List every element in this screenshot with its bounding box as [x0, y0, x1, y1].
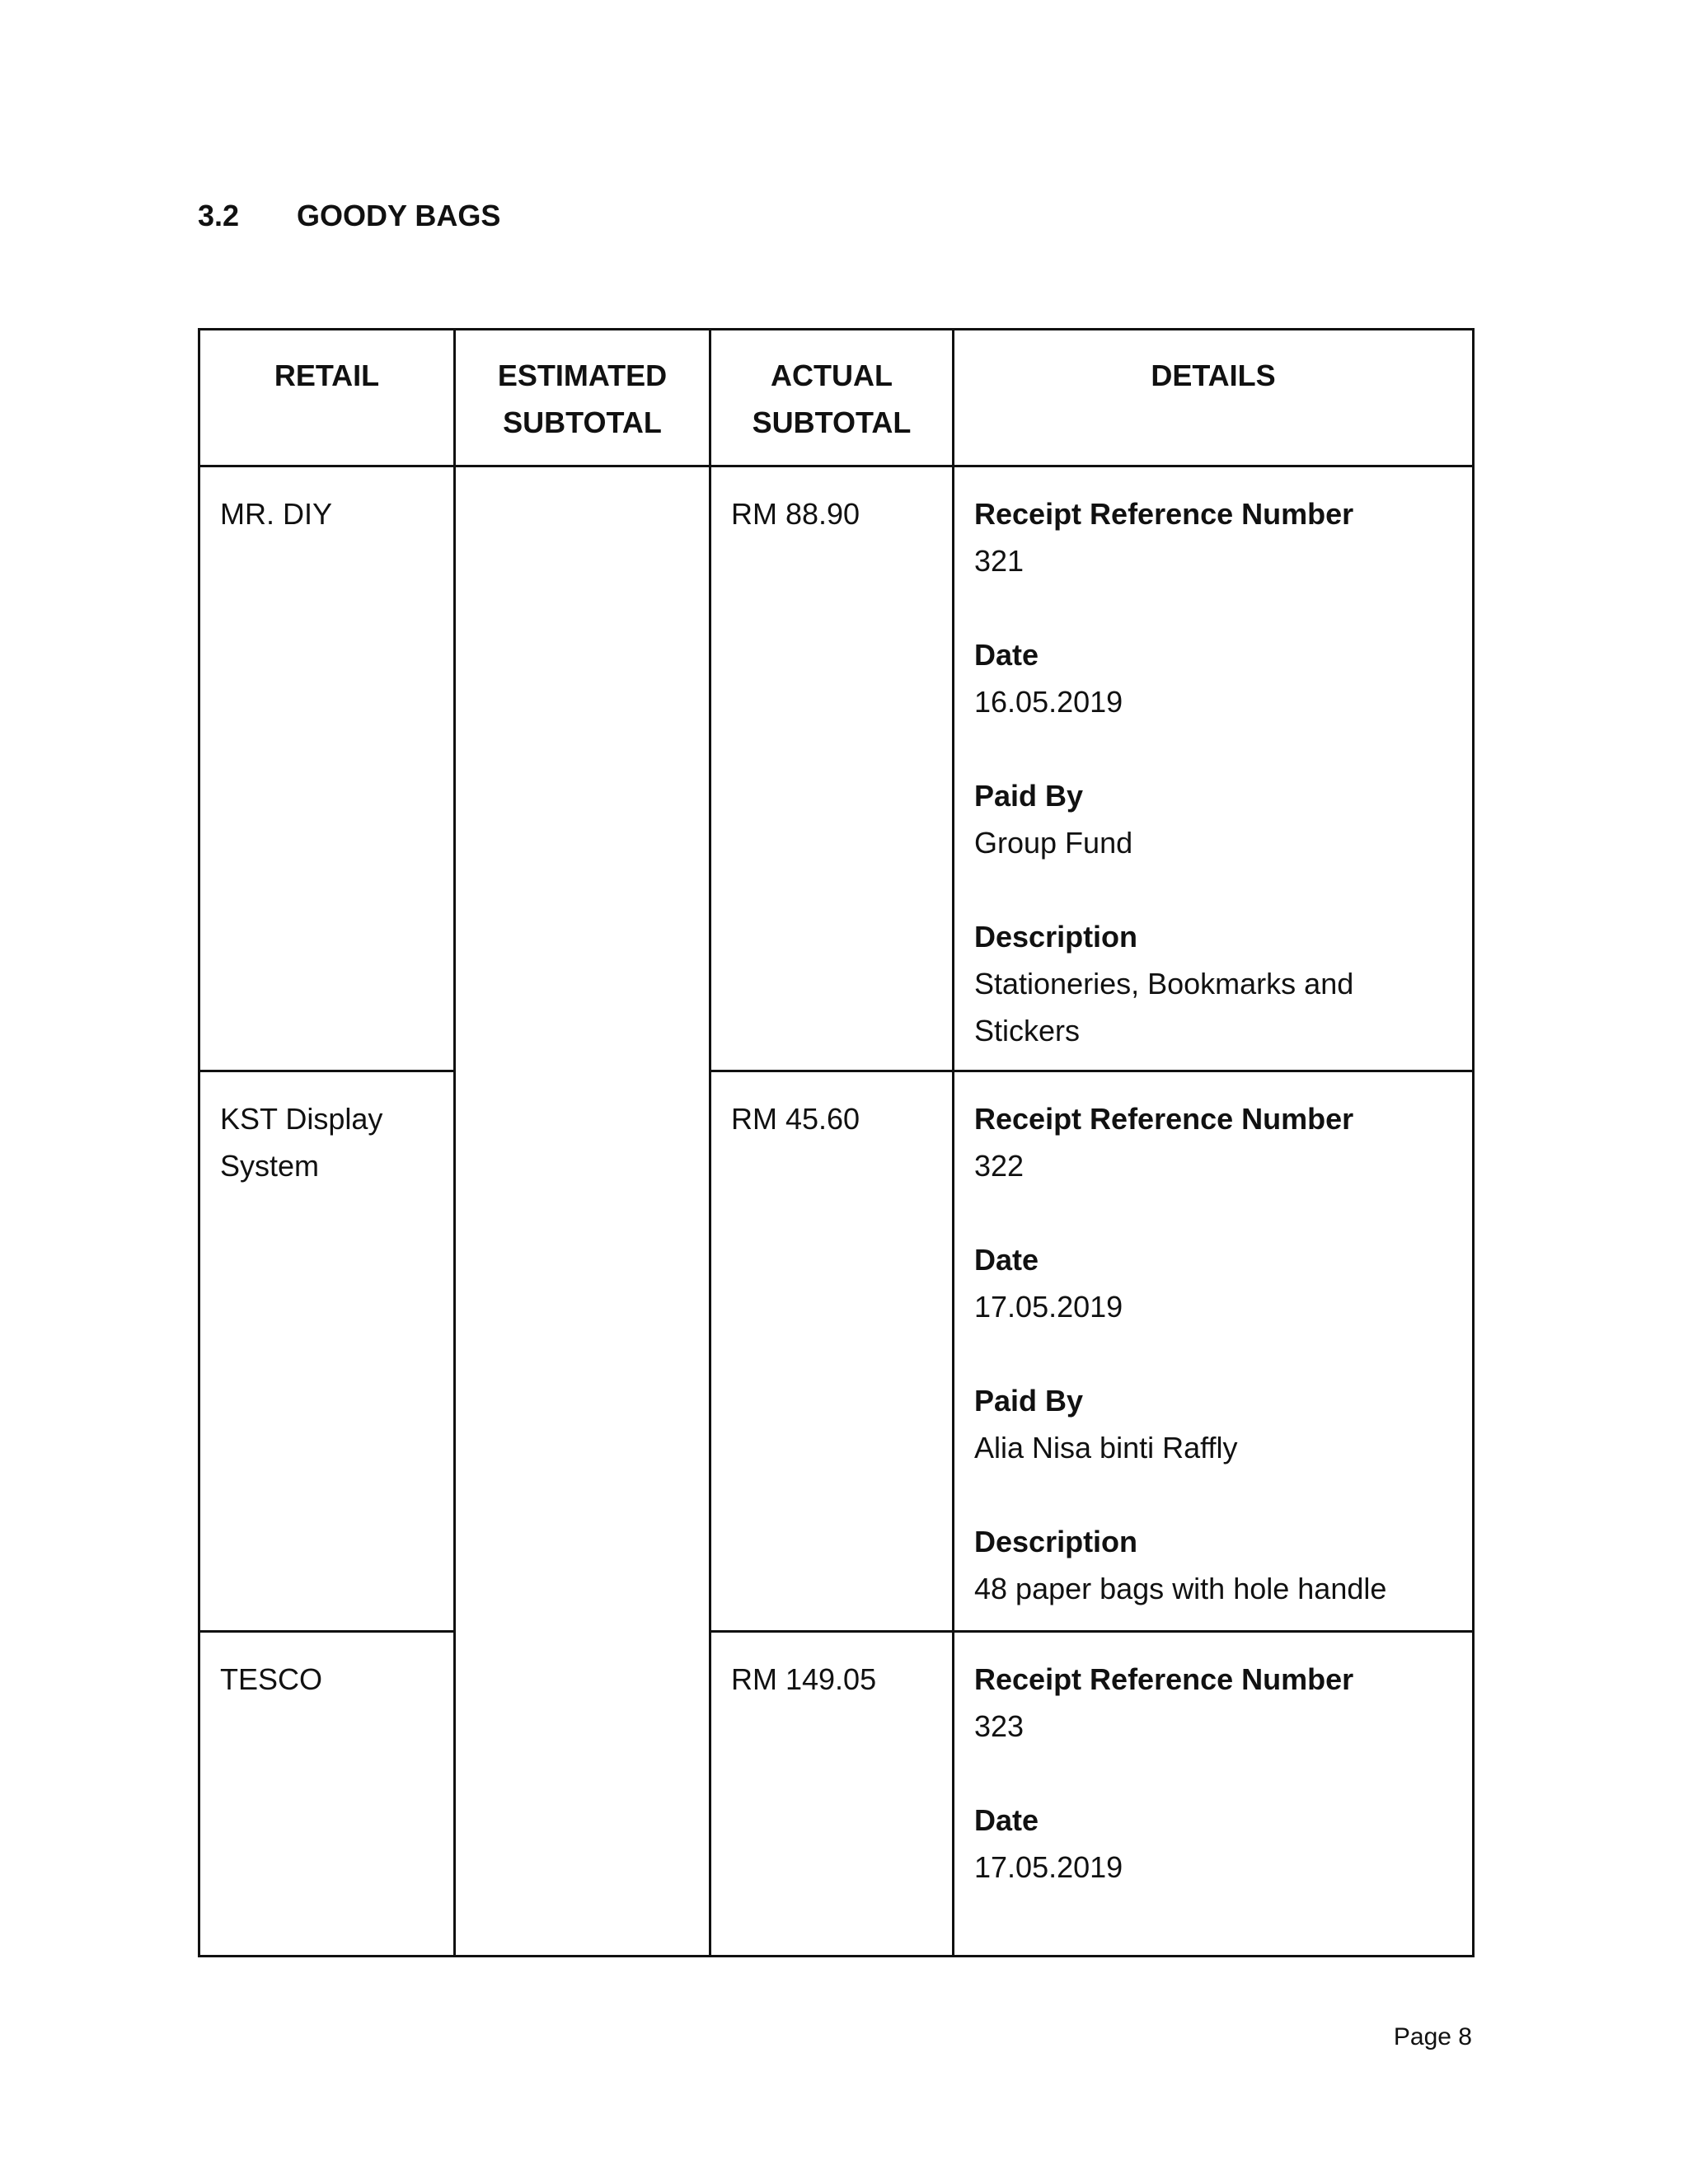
receipt-label: Receipt Reference Number	[974, 1102, 1354, 1136]
description-group	[974, 1518, 1452, 1612]
table-row	[199, 1632, 1474, 1957]
receipt-value: 322	[974, 1149, 1025, 1183]
paid-by-value: Group Fund	[974, 826, 1133, 860]
date-group	[974, 1236, 1452, 1330]
description-label: Description	[974, 1525, 1138, 1558]
date-group	[974, 631, 1452, 725]
paid-by-value: Alia Nisa binti Raffly	[974, 1431, 1238, 1465]
date-group	[974, 1797, 1452, 1891]
date-value: 17.05.2019	[974, 1290, 1123, 1324]
retail-cell: KST Display System	[199, 1071, 455, 1632]
paid-by-group	[974, 1377, 1452, 1471]
description-group	[974, 913, 1452, 1054]
header-details: DETAILS	[954, 330, 1474, 466]
description-label: Description	[974, 920, 1138, 954]
header-actual-subtotal: ACTUAL SUBTOTAL	[710, 330, 954, 466]
section-heading	[198, 196, 500, 236]
actual-subtotal-cell: RM 88.90	[710, 466, 954, 1071]
date-value: 16.05.2019	[974, 685, 1123, 719]
section-title: GOODY BAGS	[297, 199, 501, 232]
details-cell	[954, 466, 1474, 1071]
description-value: Stationeries, Bookmarks and Stickers	[974, 967, 1354, 1047]
receipt-value: 321	[974, 544, 1025, 578]
receipt-label: Receipt Reference Number	[974, 497, 1354, 531]
paid-by-label: Paid By	[974, 779, 1084, 813]
details-cell	[954, 1071, 1474, 1632]
header-estimated-subtotal: ESTIMATED SUBTOTAL	[455, 330, 710, 466]
estimated-subtotal-cell	[455, 466, 710, 1957]
goody-bags-table	[198, 328, 1475, 1957]
paid-by-label: Paid By	[974, 1384, 1084, 1418]
details-cell	[954, 1632, 1474, 1957]
actual-subtotal-cell: RM 149.05	[710, 1632, 954, 1957]
section-number: 3.2	[198, 199, 240, 232]
header-retail: RETAIL	[199, 330, 455, 466]
retail-cell: MR. DIY	[199, 466, 455, 1071]
actual-subtotal-cell: RM 45.60	[710, 1071, 954, 1632]
date-value: 17.05.2019	[974, 1850, 1123, 1884]
receipt-group	[974, 1656, 1452, 1750]
page-number: Page 8	[1393, 2023, 1472, 2050]
receipt-value: 323	[974, 1709, 1025, 1743]
table-row	[199, 1071, 1474, 1632]
table-row	[199, 466, 1474, 1071]
receipt-group	[974, 1095, 1452, 1189]
table-header-row	[199, 330, 1474, 466]
date-label: Date	[974, 1803, 1039, 1837]
receipt-label: Receipt Reference Number	[974, 1662, 1354, 1696]
retail-cell: TESCO	[199, 1632, 455, 1957]
date-label: Date	[974, 638, 1039, 672]
description-value: 48 paper bags with hole handle	[974, 1572, 1387, 1605]
date-label: Date	[974, 1243, 1039, 1277]
paid-by-group	[974, 772, 1452, 866]
receipt-group	[974, 490, 1452, 584]
